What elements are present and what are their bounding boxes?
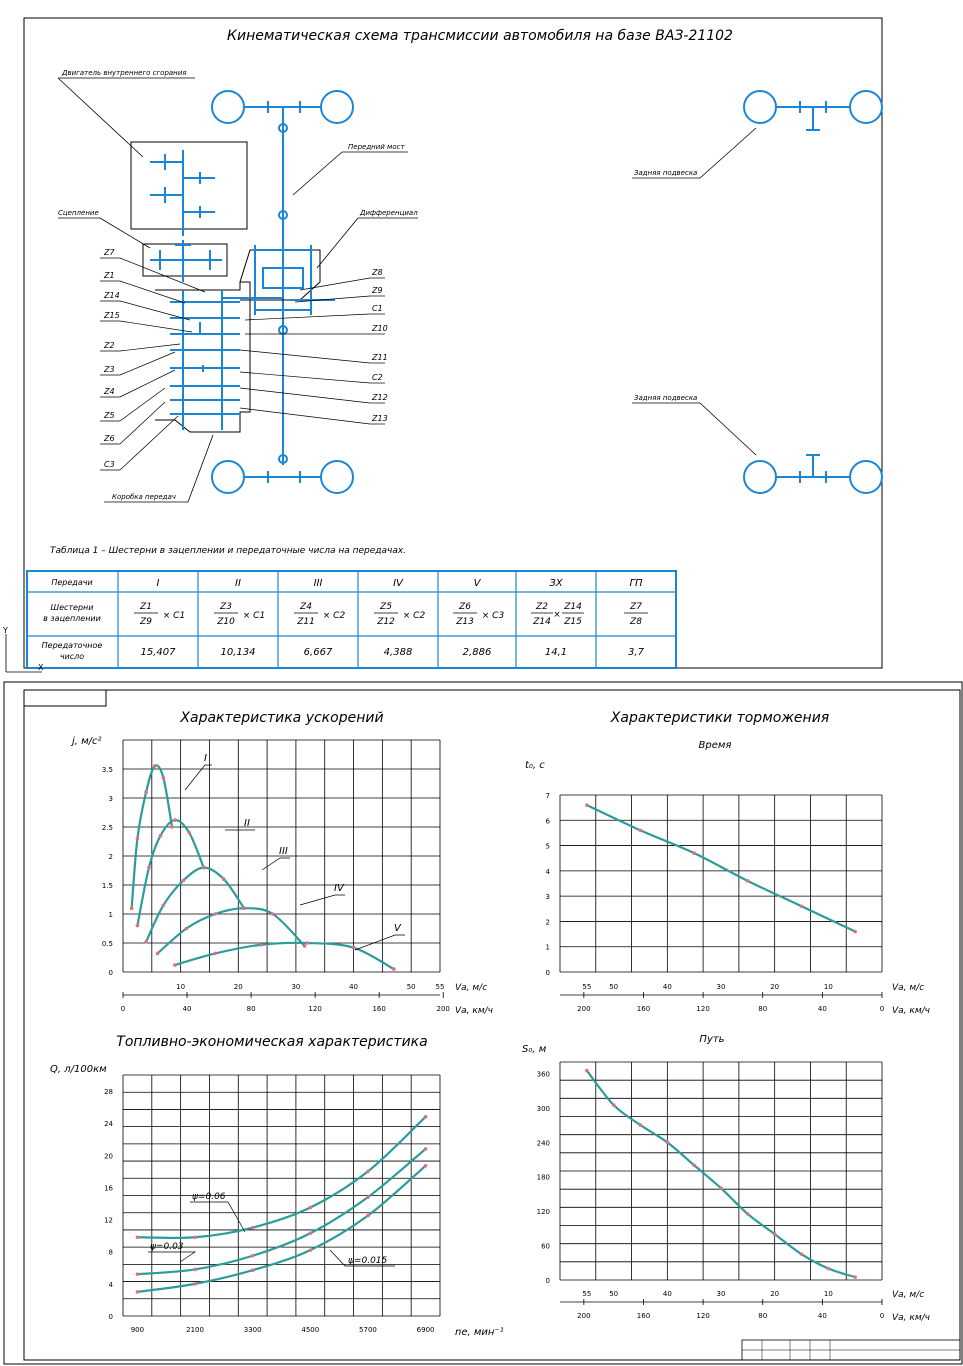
data-point: [159, 834, 163, 838]
x-tick-ms: 30: [716, 983, 726, 991]
front-axle: [212, 91, 353, 493]
data-point: [251, 1226, 255, 1230]
mesh-denominator: Z14: [533, 617, 551, 627]
callout-differential: Дифференциал: [360, 209, 418, 217]
y-tick-label: 1: [108, 911, 113, 919]
series-label-leader: [190, 1202, 245, 1232]
data-point: [827, 1267, 831, 1271]
x-axis-label-kmh: Vа, км/ч: [892, 1006, 930, 1016]
gear-column-header: I: [156, 578, 160, 589]
x-tick-ms: 50: [609, 1290, 619, 1298]
mesh-multiplier: × C3: [481, 611, 505, 621]
data-point: [156, 952, 160, 956]
x-tick-ms: 55: [582, 1290, 592, 1298]
data-point: [692, 1163, 696, 1167]
x-tick-kmh: 160: [372, 1005, 386, 1013]
chart-acceleration: [70, 710, 493, 1016]
gear-label-left: Z15: [104, 311, 120, 320]
series-line: [587, 1071, 855, 1278]
x-axis-label: nе, мин⁻¹: [455, 1327, 504, 1338]
x-tick-ms: 10: [823, 983, 833, 991]
gear-label-right: Z9: [372, 286, 383, 295]
gear-ratio-value: 4,388: [383, 647, 413, 658]
differential-housing: [240, 250, 320, 300]
data-point: [773, 1232, 777, 1236]
data-point: [853, 930, 857, 934]
callout-engine: Двигатель внутреннего сгорания: [62, 69, 187, 77]
row-header-meshing: в зацеплении: [43, 614, 101, 623]
gear-label-leader: [120, 352, 175, 375]
gear-label-leader: [245, 314, 370, 320]
y-tick-label: 16: [104, 1184, 113, 1193]
y-tick-label: 1: [545, 943, 550, 952]
x-tick-label: 6900: [416, 1326, 435, 1334]
y-tick-label: 24: [104, 1120, 113, 1129]
gear-label-right: C2: [372, 373, 383, 382]
x-tick-kmh: 120: [696, 1312, 710, 1320]
x-tick-kmh: 80: [758, 1312, 768, 1320]
x-tick-kmh: 0: [879, 1005, 885, 1013]
y-tick-label: 360: [536, 1070, 550, 1079]
x-tick-label: 4500: [301, 1326, 320, 1334]
x-tick-ms: 20: [233, 983, 243, 991]
gear-ratio-value: 3,7: [628, 647, 644, 658]
data-point: [136, 1235, 140, 1239]
charts-layer: [50, 710, 930, 1338]
gear-label-leader: [120, 388, 165, 421]
chart-title: Характеристика ускорений: [180, 710, 384, 726]
series-label: III: [279, 846, 288, 857]
x-tick-kmh: 40: [182, 1005, 192, 1013]
gear-ratio-value: 15,407: [140, 647, 176, 658]
gear-ratio-value: 10,134: [220, 647, 256, 658]
callout-rear-suspension-top: Задняя подвеска: [634, 169, 698, 177]
mesh-denominator: Z13: [456, 617, 474, 627]
x-tick-ms: 30: [716, 1290, 726, 1298]
data-point: [309, 1248, 313, 1252]
data-point: [303, 944, 307, 948]
rear-axle-bottom: [744, 455, 882, 493]
mesh-denominator: Z12: [377, 617, 395, 627]
x-tick-ms: 40: [349, 983, 359, 991]
x-axis-label-kmh: Vа, км/ч: [892, 1313, 930, 1323]
data-point: [173, 963, 177, 967]
gear-column-header: IV: [393, 578, 403, 589]
data-point: [639, 829, 643, 833]
gear-label-right: Z10: [372, 324, 388, 333]
series-label: ψ=0.03: [150, 1242, 184, 1252]
mesh-numerator: Z5: [380, 602, 392, 612]
x-tick-kmh: 0: [879, 1312, 885, 1320]
y-tick-label: 0.5: [101, 940, 113, 948]
data-point: [182, 879, 186, 883]
series-label-leader: [148, 1252, 195, 1262]
mesh-denominator: Z10: [217, 617, 235, 627]
y-tick-label: 4: [545, 867, 550, 876]
gear-label-leader: [120, 301, 190, 320]
mesh-multiplier: × C1: [242, 611, 266, 621]
y-tick-label: 20: [104, 1152, 113, 1161]
x-tick-ms: 55: [435, 983, 445, 991]
data-point: [800, 904, 804, 908]
gear-ratio-table: [27, 571, 676, 668]
y-tick-label: 2.5: [101, 824, 113, 832]
chart-title: Характеристики торможения: [610, 710, 830, 726]
y-tick-label: 0: [108, 1313, 113, 1321]
data-point: [853, 1275, 857, 1279]
gear-column-header: III: [313, 578, 323, 589]
x-tick-label: 900: [130, 1326, 145, 1334]
engine-block: [131, 142, 247, 229]
chart-braking-distance: [522, 1034, 930, 1323]
x-tick-ms: 20: [770, 983, 780, 991]
gear-label-left: C3: [104, 460, 115, 469]
mesh-denominator: Z8: [630, 617, 642, 627]
y-axis-label: t₀, с: [525, 760, 545, 771]
gear-label-leader: [240, 372, 370, 383]
x-tick-ms: 20: [770, 1290, 780, 1298]
x-tick-kmh: 160: [636, 1312, 651, 1320]
y-tick-label: 240: [536, 1139, 550, 1148]
mesh-numerator: Z14: [564, 602, 582, 612]
data-point: [352, 946, 356, 950]
x-tick-ms: 50: [406, 983, 416, 991]
engine-crank: [150, 150, 215, 236]
y-tick-label: 0: [545, 1277, 550, 1285]
data-point: [366, 1170, 370, 1174]
y-tick-label: 3: [108, 795, 113, 803]
gear-label-left: Z4: [104, 387, 115, 396]
y-tick-label: 2: [108, 853, 113, 861]
x-axis-label-ms: Vа, м/с: [892, 983, 925, 993]
gearbox-housing: [155, 282, 250, 432]
sheet-1-title: Кинематическая схема трансмиссии автомобиля на базе ВАЗ-21102: [227, 28, 733, 44]
axis-mark-y: Y: [3, 626, 8, 635]
data-point: [173, 818, 177, 822]
data-point: [136, 1290, 140, 1294]
data-point: [692, 851, 696, 855]
data-point: [170, 825, 174, 829]
data-point: [147, 866, 151, 870]
series-label: ψ=0.06: [192, 1192, 226, 1202]
data-point: [185, 927, 189, 931]
series-line: [587, 805, 855, 931]
row-header-ratio: число: [59, 652, 85, 661]
y-tick-label: 5: [545, 842, 550, 851]
y-tick-label: 8: [108, 1248, 113, 1257]
y-axis-label: S₀, м: [522, 1044, 547, 1055]
x-tick-kmh: 120: [696, 1005, 710, 1013]
series-label-leader: [262, 858, 290, 870]
data-point: [251, 1268, 255, 1272]
gear-ratio-value: 14,1: [544, 647, 568, 658]
data-point: [213, 912, 217, 916]
y-tick-label: 0: [545, 969, 550, 977]
x-tick-kmh: 120: [308, 1005, 322, 1013]
data-point: [251, 1254, 255, 1258]
series-line: [158, 908, 305, 953]
series-label: II: [244, 818, 250, 829]
y-tick-label: 120: [536, 1208, 550, 1217]
row-header-ratio: Передаточное: [41, 641, 103, 650]
x-tick-kmh: 40: [817, 1312, 827, 1320]
y-tick-label: 60: [541, 1242, 550, 1251]
gear-label-leader: [120, 321, 192, 332]
data-point: [202, 866, 206, 870]
x-tick-kmh: 200: [577, 1005, 591, 1013]
gear-labels: [100, 248, 388, 470]
data-point: [222, 877, 226, 881]
mesh-denominator: Z15: [564, 617, 582, 627]
data-point: [136, 837, 140, 841]
x-tick-label: 5700: [359, 1326, 377, 1334]
y-tick-label: 12: [104, 1216, 113, 1225]
table-caption: Таблица 1 – Шестерни в зацеплении и передаточные числа на передачах.: [50, 546, 407, 556]
y-tick-label: 2: [545, 918, 550, 927]
gear-label-leader: [120, 281, 185, 303]
mesh-numerator: Z3: [220, 602, 232, 612]
gear-label-left: Z7: [104, 248, 115, 257]
x-tick-ms: 50: [609, 983, 619, 991]
data-point: [309, 1231, 313, 1235]
data-point: [719, 1186, 723, 1190]
mesh-multiplier: ×: [553, 610, 561, 620]
chart-subtitle: Время: [698, 740, 732, 751]
gear-label-leader: [120, 370, 175, 397]
data-point: [424, 1164, 428, 1168]
sheet-2-corner-stamp: [24, 690, 106, 706]
title-block-lines: [742, 1340, 960, 1360]
mesh-numerator: Z7: [630, 602, 642, 612]
gear-label-left: Z6: [104, 434, 115, 443]
x-tick-kmh: 200: [577, 1312, 591, 1320]
gear-label-left: Z2: [104, 341, 115, 350]
y-tick-label: 7: [545, 792, 550, 800]
series-label: V: [394, 923, 401, 934]
data-point: [153, 764, 157, 768]
series-label-leader: [300, 895, 345, 905]
mesh-multiplier: × C2: [402, 611, 426, 621]
y-tick-label: 3.5: [101, 766, 113, 774]
sheet-2-inner-frame: [24, 690, 960, 1360]
data-point: [193, 1268, 197, 1272]
data-point: [144, 940, 148, 944]
data-point: [585, 803, 589, 807]
data-point: [424, 1115, 428, 1119]
mesh-multiplier: × C2: [322, 611, 346, 621]
x-tick-kmh: 0: [120, 1005, 126, 1013]
gear-label-left: Z5: [104, 411, 115, 420]
x-tick-label: 3300: [243, 1326, 262, 1334]
callout-gearbox: Коробка передач: [112, 493, 176, 501]
data-point: [193, 1235, 197, 1239]
data-point: [309, 1206, 313, 1210]
gear-label-left: Z3: [104, 365, 115, 374]
data-point: [162, 904, 166, 908]
x-tick-ms: 55: [582, 983, 592, 991]
gear-label-right: Z13: [372, 414, 388, 423]
gear-column-header: V: [473, 578, 481, 589]
series-label: I: [204, 753, 207, 764]
gear-label-right: Z12: [372, 393, 388, 402]
y-tick-label: 180: [536, 1173, 550, 1182]
gear-ratio-value: 6,667: [303, 647, 333, 658]
y-tick-label: 6: [545, 817, 550, 826]
y-tick-label: 4: [108, 1280, 113, 1289]
data-point: [130, 906, 134, 910]
series-label: IV: [334, 883, 344, 894]
y-tick-label: 28: [104, 1088, 113, 1097]
gear-label-leader: [120, 416, 178, 470]
data-point: [260, 943, 264, 947]
chart-braking-time: [525, 710, 930, 1016]
y-tick-label: 300: [536, 1104, 550, 1113]
gear-column-header: ГП: [629, 578, 643, 589]
x-tick-kmh: 80: [758, 1005, 768, 1013]
mesh-numerator: Z4: [300, 602, 312, 612]
data-point: [366, 1214, 370, 1218]
gear-label-right: Z8: [372, 268, 383, 277]
y-tick-label: 0: [108, 969, 113, 977]
x-tick-ms: 30: [291, 983, 301, 991]
mesh-denominator: Z11: [297, 617, 315, 627]
gear-label-left: Z1: [104, 271, 115, 280]
gear-column-header: ЗХ: [549, 578, 563, 589]
x-tick-kmh: 200: [436, 1005, 450, 1013]
x-tick-ms: 10: [176, 983, 186, 991]
data-point: [136, 1272, 140, 1276]
data-point: [392, 967, 396, 971]
data-point: [366, 1195, 370, 1199]
mesh-numerator: Z2: [536, 602, 548, 612]
x-axis-label-ms: Vа, м/с: [455, 983, 488, 993]
callout-clutch: Сцепление: [58, 209, 99, 217]
series-label: ψ=0.015: [348, 1256, 388, 1266]
x-tick-ms: 40: [662, 1290, 672, 1298]
mesh-numerator: Z6: [459, 602, 471, 612]
data-point: [193, 1282, 197, 1286]
row-header-gears: Передачи: [51, 578, 93, 587]
chart-title: Топливно-экономическая характеристика: [116, 1034, 428, 1050]
row-header-meshing: Шестерни: [50, 603, 94, 612]
data-point: [746, 1212, 750, 1216]
x-tick-kmh: 80: [246, 1005, 256, 1013]
gear-label-leader: [120, 258, 205, 292]
data-point: [213, 952, 217, 956]
gear-label-left: Z14: [104, 291, 120, 300]
x-tick-label: 2100: [186, 1326, 204, 1334]
chart-fuel-economy: [50, 1034, 504, 1338]
y-axis-label: j, м/с²: [72, 736, 102, 747]
series-line: [146, 868, 244, 942]
data-point: [271, 912, 275, 916]
x-tick-ms: 10: [823, 1290, 833, 1298]
differential: [255, 245, 335, 315]
x-tick-kmh: 40: [817, 1005, 827, 1013]
mesh-denominator: Z9: [140, 617, 152, 627]
y-tick-label: 1.5: [101, 882, 113, 890]
series-line: [175, 943, 394, 969]
data-point: [136, 924, 140, 928]
y-tick-label: 3: [545, 893, 550, 902]
chart-subtitle: Путь: [699, 1034, 725, 1045]
gear-label-right: C1: [372, 304, 383, 313]
gear-column-header: II: [235, 578, 241, 589]
callout-front-axle: Передний мост: [348, 143, 405, 151]
gear-label-leader: [120, 402, 165, 444]
y-axis-label: Q, л/100км: [50, 1064, 107, 1075]
gear-ratio-value: 2,886: [462, 647, 492, 658]
gear-label-leader: [240, 350, 370, 363]
data-point: [162, 776, 166, 780]
data-point: [187, 831, 191, 835]
x-axis-label-ms: Vа, м/с: [892, 1290, 925, 1300]
gear-label-leader: [240, 408, 370, 424]
data-point: [424, 1147, 428, 1151]
data-point: [306, 941, 310, 945]
gear-label-right: Z11: [372, 353, 388, 362]
rear-axle-top: [744, 91, 882, 130]
data-point: [585, 1069, 589, 1073]
axis-mark-x: X: [38, 663, 44, 672]
data-point: [242, 906, 246, 910]
data-point: [800, 1252, 804, 1256]
mesh-numerator: Z1: [140, 602, 152, 612]
x-tick-ms: 40: [662, 983, 672, 991]
data-point: [144, 790, 148, 794]
series-label-leader: [355, 935, 405, 950]
callout-rear-suspension-bottom: Задняя подвеска: [634, 394, 698, 402]
x-axis-label-kmh: Vа, км/ч: [455, 1006, 493, 1016]
mesh-multiplier: × C1: [162, 611, 186, 621]
data-point: [639, 1123, 643, 1127]
x-tick-kmh: 160: [636, 1005, 651, 1013]
data-point: [746, 879, 750, 883]
gear-label-leader: [240, 388, 370, 403]
data-point: [666, 1141, 670, 1145]
data-point: [612, 1103, 616, 1107]
